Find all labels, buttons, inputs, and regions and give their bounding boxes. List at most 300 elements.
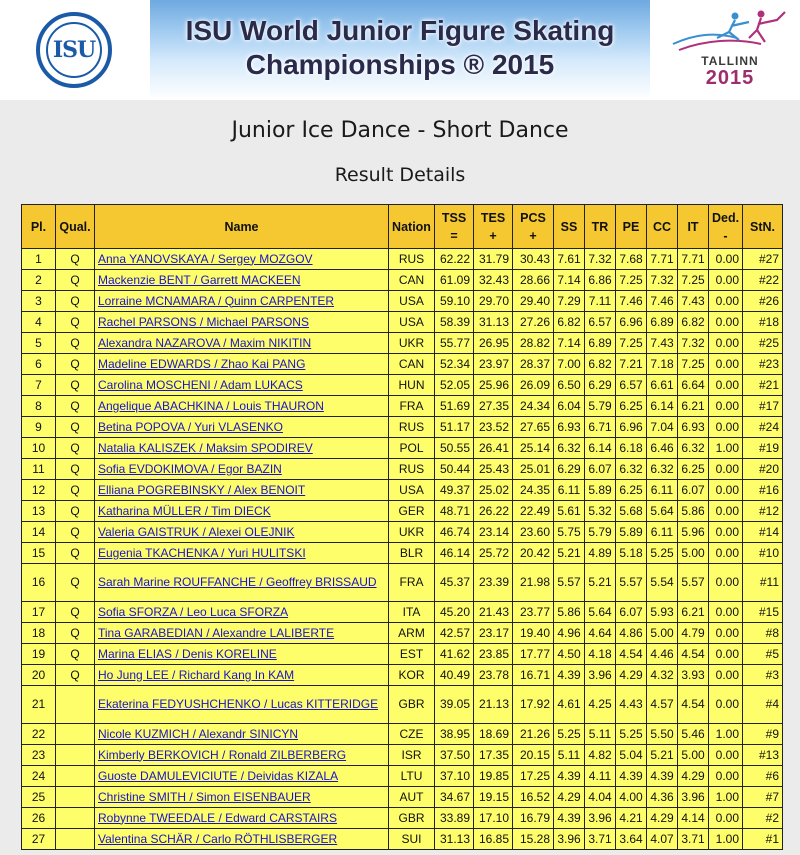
cell-pe: 4.54 — [616, 644, 647, 665]
skater-link[interactable]: Mackenzie BENT / Garrett MACKEEN — [98, 272, 301, 287]
cell-pe: 6.25 — [616, 396, 647, 417]
column-header-label: IT — [687, 219, 699, 234]
cell-qual: Q — [56, 375, 95, 396]
cell-name — [95, 375, 389, 396]
skater-link[interactable]: Robynne TWEEDALE / Edward CARSTAIRS — [98, 810, 337, 825]
table-row — [22, 686, 783, 724]
cell-cc: 7.04 — [647, 417, 678, 438]
cell-pe: 7.25 — [616, 270, 647, 291]
cell-it: 6.82 — [678, 312, 709, 333]
table-row — [22, 270, 783, 291]
cell-name — [95, 724, 389, 745]
cell-qual: Q — [56, 459, 95, 480]
cell-stn: #15 — [743, 602, 783, 623]
cell-tes: 23.97 — [474, 354, 513, 375]
cell-tes: 23.17 — [474, 623, 513, 644]
cell-name — [95, 543, 389, 564]
cell-name — [95, 522, 389, 543]
cell-ded: 0.00 — [709, 745, 743, 766]
skater-link[interactable]: Eugenia TKACHENKA / Yuri HULITSKI — [98, 545, 306, 560]
column-header-ded — [709, 205, 743, 249]
cell-pe: 4.00 — [616, 787, 647, 808]
cell-tss: 58.39 — [435, 312, 474, 333]
cell-pl: 19 — [22, 644, 56, 665]
cell-stn: #13 — [743, 745, 783, 766]
cell-pe: 4.86 — [616, 623, 647, 644]
cell-stn: #4 — [743, 686, 783, 724]
table-row — [22, 522, 783, 543]
skater-link[interactable]: Anna YANOVSKAYA / Sergey MOZGOV — [98, 251, 313, 266]
skater-link[interactable]: Katharina MÜLLER / Tim DIECK — [98, 503, 271, 518]
cell-pe: 6.18 — [616, 438, 647, 459]
cell-tss: 59.10 — [435, 291, 474, 312]
cell-cc: 5.54 — [647, 564, 678, 602]
cell-tss: 39.05 — [435, 686, 474, 724]
cell-qual: Q — [56, 522, 95, 543]
cell-tes: 23.14 — [474, 522, 513, 543]
cell-ded: 0.00 — [709, 459, 743, 480]
cell-nation: AUT — [389, 787, 435, 808]
cell-tes: 26.22 — [474, 501, 513, 522]
cell-cc: 7.32 — [647, 270, 678, 291]
cell-pcs: 25.14 — [513, 438, 554, 459]
column-header-symbol: + — [529, 228, 537, 243]
cell-pcs: 22.49 — [513, 501, 554, 522]
table-body — [22, 249, 783, 850]
cell-ss: 5.25 — [554, 724, 585, 745]
cell-nation: GER — [389, 501, 435, 522]
cell-tr: 4.89 — [585, 543, 616, 564]
cell-qual: Q — [56, 291, 95, 312]
cell-nation: ISR — [389, 745, 435, 766]
cell-tss: 42.57 — [435, 623, 474, 644]
cell-pl: 17 — [22, 602, 56, 623]
cell-qual: Q — [56, 543, 95, 564]
cell-tss: 46.74 — [435, 522, 474, 543]
skater-link[interactable]: Sarah Marine ROUFFANCHE / Geoffrey BRISSAUD — [98, 575, 377, 589]
table-row — [22, 459, 783, 480]
cell-ded: 0.00 — [709, 417, 743, 438]
cell-tr: 6.57 — [585, 312, 616, 333]
cell-ded: 0.00 — [709, 375, 743, 396]
cell-pcs: 19.40 — [513, 623, 554, 644]
cell-name — [95, 501, 389, 522]
cell-pl: 1 — [22, 249, 56, 270]
cell-pcs: 20.15 — [513, 745, 554, 766]
cell-nation: RUS — [389, 249, 435, 270]
cell-cc: 5.93 — [647, 602, 678, 623]
cell-it: 7.32 — [678, 333, 709, 354]
cell-nation: CZE — [389, 724, 435, 745]
cell-cc: 7.46 — [647, 291, 678, 312]
skater-link[interactable]: Marina ELIAS / Denis KORELINE — [98, 646, 277, 661]
cell-pe: 4.29 — [616, 665, 647, 686]
skater-link[interactable]: Christine SMITH / Simon EISENBAUER — [98, 789, 311, 804]
cell-ss: 5.11 — [554, 745, 585, 766]
cell-pl: 16 — [22, 564, 56, 602]
cell-cc: 5.50 — [647, 724, 678, 745]
cell-stn: #7 — [743, 787, 783, 808]
header-banner — [0, 0, 800, 100]
cell-nation: UKR — [389, 522, 435, 543]
cell-nation: LTU — [389, 766, 435, 787]
cell-it: 7.71 — [678, 249, 709, 270]
cell-ded: 0.00 — [709, 766, 743, 787]
cell-tss: 37.10 — [435, 766, 474, 787]
cell-tss: 49.37 — [435, 480, 474, 501]
table-row — [22, 312, 783, 333]
cell-it: 5.86 — [678, 501, 709, 522]
cell-stn: #19 — [743, 438, 783, 459]
cell-qual: Q — [56, 480, 95, 501]
cell-nation: HUN — [389, 375, 435, 396]
cell-stn: #17 — [743, 396, 783, 417]
cell-cc: 6.61 — [647, 375, 678, 396]
cell-pcs: 27.26 — [513, 312, 554, 333]
cell-tr: 5.64 — [585, 602, 616, 623]
cell-ded: 0.00 — [709, 480, 743, 501]
cell-tes: 25.72 — [474, 543, 513, 564]
cell-ded: 0.00 — [709, 333, 743, 354]
cell-pe: 4.43 — [616, 686, 647, 724]
table-row — [22, 564, 783, 602]
cell-pcs: 20.42 — [513, 543, 554, 564]
cell-tss: 52.34 — [435, 354, 474, 375]
cell-tr: 5.32 — [585, 501, 616, 522]
cell-pe: 7.68 — [616, 249, 647, 270]
skater-link[interactable]: Sofia SFORZA / Leo Luca SFORZA — [98, 604, 289, 619]
cell-pl: 5 — [22, 333, 56, 354]
column-header-label: TES — [480, 210, 506, 225]
cell-pe: 7.25 — [616, 333, 647, 354]
cell-pl: 15 — [22, 543, 56, 564]
cell-cc: 7.43 — [647, 333, 678, 354]
cell-ss: 3.96 — [554, 829, 585, 850]
cell-it: 3.93 — [678, 665, 709, 686]
results-table — [21, 204, 783, 850]
cell-ss: 6.04 — [554, 396, 585, 417]
column-header-label: Nation — [392, 219, 431, 234]
cell-it: 5.57 — [678, 564, 709, 602]
banner-title — [150, 14, 650, 82]
cell-tss: 50.55 — [435, 438, 474, 459]
cell-nation: UKR — [389, 333, 435, 354]
cell-nation: USA — [389, 291, 435, 312]
column-header-symbol: = — [450, 228, 458, 243]
cell-stn: #16 — [743, 480, 783, 501]
table-row — [22, 543, 783, 564]
cell-ded: 1.00 — [709, 724, 743, 745]
cell-ded: 0.00 — [709, 543, 743, 564]
cell-tss: 45.20 — [435, 602, 474, 623]
cell-ded: 0.00 — [709, 602, 743, 623]
cell-cc: 4.32 — [647, 665, 678, 686]
cell-qual — [56, 745, 95, 766]
skater-link[interactable]: Natalia KALISZEK / Maksim SPODIREV — [98, 440, 313, 455]
cell-name — [95, 766, 389, 787]
cell-pe: 6.25 — [616, 480, 647, 501]
cell-tr: 7.11 — [585, 291, 616, 312]
cell-tr: 5.89 — [585, 480, 616, 501]
cell-cc: 4.29 — [647, 808, 678, 829]
cell-it: 5.00 — [678, 543, 709, 564]
cell-it: 6.25 — [678, 459, 709, 480]
cell-tss: 50.44 — [435, 459, 474, 480]
cell-pl: 20 — [22, 665, 56, 686]
cell-name — [95, 623, 389, 644]
cell-tr: 6.89 — [585, 333, 616, 354]
cell-stn: #22 — [743, 270, 783, 291]
cell-it: 4.29 — [678, 766, 709, 787]
cell-tss: 37.50 — [435, 745, 474, 766]
cell-ded: 0.00 — [709, 644, 743, 665]
cell-nation: POL — [389, 438, 435, 459]
cell-qual: Q — [56, 417, 95, 438]
cell-qual — [56, 724, 95, 745]
skater-link[interactable]: Sofia EVDOKIMOVA / Egor BAZIN — [98, 461, 282, 476]
cell-name — [95, 417, 389, 438]
cell-stn: #3 — [743, 665, 783, 686]
skater-link[interactable]: Valeria GAISTRUK / Alexei OLEJNIK — [98, 524, 295, 539]
column-header-qual — [56, 205, 95, 249]
cell-tss: 40.49 — [435, 665, 474, 686]
cell-stn: #21 — [743, 375, 783, 396]
skater-link[interactable]: Madeline EDWARDS / Zhao Kai PANG — [98, 356, 306, 371]
cell-cc: 4.36 — [647, 787, 678, 808]
cell-tr: 4.25 — [585, 686, 616, 724]
cell-name — [95, 686, 389, 724]
cell-pl: 26 — [22, 808, 56, 829]
cell-tes: 18.69 — [474, 724, 513, 745]
cell-qual: Q — [56, 665, 95, 686]
cell-pcs: 26.09 — [513, 375, 554, 396]
table-row — [22, 396, 783, 417]
cell-it: 6.93 — [678, 417, 709, 438]
cell-qual: Q — [56, 249, 95, 270]
cell-ded: 0.00 — [709, 808, 743, 829]
cell-qual — [56, 766, 95, 787]
table-row — [22, 249, 783, 270]
cell-tr: 6.71 — [585, 417, 616, 438]
cell-stn: #5 — [743, 644, 783, 665]
table-row — [22, 438, 783, 459]
cell-pcs: 15.28 — [513, 829, 554, 850]
cell-pcs: 24.35 — [513, 480, 554, 501]
cell-nation: ITA — [389, 602, 435, 623]
cell-cc: 4.57 — [647, 686, 678, 724]
cell-pcs: 28.66 — [513, 270, 554, 291]
cell-ded: 0.00 — [709, 291, 743, 312]
cell-tr: 6.14 — [585, 438, 616, 459]
cell-qual — [56, 787, 95, 808]
cell-pcs: 17.77 — [513, 644, 554, 665]
isu-logo — [36, 12, 112, 88]
cell-ded: 0.00 — [709, 665, 743, 686]
column-header-label: SS — [560, 219, 578, 234]
column-header-label: StN. — [750, 219, 775, 234]
cell-cc: 6.11 — [647, 480, 678, 501]
cell-qual: Q — [56, 623, 95, 644]
column-header-tes — [474, 205, 513, 249]
cell-it: 7.25 — [678, 270, 709, 291]
cell-pe: 6.07 — [616, 602, 647, 623]
table-row — [22, 808, 783, 829]
skater-link[interactable]: Ekaterina FEDYUSHCHENKO / Lucas KITTERIDGE — [98, 697, 379, 711]
cell-pl: 13 — [22, 501, 56, 522]
cell-qual: Q — [56, 602, 95, 623]
cell-ded: 0.00 — [709, 249, 743, 270]
cell-ss: 4.96 — [554, 623, 585, 644]
cell-ded: 1.00 — [709, 438, 743, 459]
cell-tr: 5.79 — [585, 396, 616, 417]
cell-tes: 26.95 — [474, 333, 513, 354]
cell-stn: #9 — [743, 724, 783, 745]
table-row — [22, 291, 783, 312]
cell-tes: 32.43 — [474, 270, 513, 291]
cell-tes: 16.85 — [474, 829, 513, 850]
cell-pl: 7 — [22, 375, 56, 396]
cell-pe: 6.96 — [616, 312, 647, 333]
cell-ded: 0.00 — [709, 501, 743, 522]
skater-link[interactable]: Lorraine MCNAMARA / Quinn CARPENTER — [98, 293, 335, 308]
cell-name — [95, 564, 389, 602]
cell-qual: Q — [56, 354, 95, 375]
cell-ss: 6.29 — [554, 459, 585, 480]
cell-it: 7.25 — [678, 354, 709, 375]
cell-pcs: 28.82 — [513, 333, 554, 354]
cell-tss: 34.67 — [435, 787, 474, 808]
cell-nation: RUS — [389, 417, 435, 438]
cell-qual: Q — [56, 333, 95, 354]
cell-tss: 48.71 — [435, 501, 474, 522]
skater-link[interactable]: Guoste DAMULEVICIUTE / Deividas KIZALA — [98, 768, 339, 783]
cell-name — [95, 808, 389, 829]
cell-pl: 23 — [22, 745, 56, 766]
column-header-name — [95, 205, 389, 249]
column-header-label: PCS — [520, 210, 546, 225]
banner-title-line2: Championships ® 2015 — [245, 49, 555, 80]
column-header-tr — [585, 205, 616, 249]
cell-name — [95, 396, 389, 417]
skater-link[interactable]: Kimberly BERKOVICH / Ronald ZILBERBERG — [98, 747, 347, 762]
cell-it: 3.71 — [678, 829, 709, 850]
cell-name — [95, 787, 389, 808]
cell-nation: USA — [389, 312, 435, 333]
column-header-pe — [616, 205, 647, 249]
cell-qual: Q — [56, 438, 95, 459]
cell-ded: 0.00 — [709, 270, 743, 291]
column-header-symbol: - — [723, 228, 728, 243]
cell-ss: 7.00 — [554, 354, 585, 375]
cell-cc: 6.14 — [647, 396, 678, 417]
cell-it: 4.14 — [678, 808, 709, 829]
cell-pcs: 17.92 — [513, 686, 554, 724]
cell-stn: #26 — [743, 291, 783, 312]
cell-nation: BLR — [389, 543, 435, 564]
cell-cc: 4.46 — [647, 644, 678, 665]
cell-pe: 6.57 — [616, 375, 647, 396]
skater-link[interactable]: Nicole KUZMICH / Alexandr SINICYN — [98, 726, 299, 741]
column-header-label: PE — [622, 219, 640, 234]
cell-qual: Q — [56, 501, 95, 522]
cell-tr: 6.86 — [585, 270, 616, 291]
cell-tes: 25.02 — [474, 480, 513, 501]
cell-tr: 6.29 — [585, 375, 616, 396]
cell-tr: 4.11 — [585, 766, 616, 787]
cell-stn: #25 — [743, 333, 783, 354]
cell-nation: ARM — [389, 623, 435, 644]
cell-pl: 3 — [22, 291, 56, 312]
cell-ded: 0.00 — [709, 623, 743, 644]
cell-stn: #14 — [743, 522, 783, 543]
cell-nation: FRA — [389, 396, 435, 417]
cell-qual — [56, 829, 95, 850]
cell-pe: 7.46 — [616, 291, 647, 312]
cell-ss: 5.61 — [554, 501, 585, 522]
cell-name — [95, 291, 389, 312]
skater-link[interactable]: Alexandra NAZAROVA / Maxim NIKITIN — [98, 335, 312, 350]
cell-tss: 38.95 — [435, 724, 474, 745]
event-year: 2015 — [705, 67, 755, 89]
cell-pcs: 23.60 — [513, 522, 554, 543]
cell-stn: #24 — [743, 417, 783, 438]
cell-ss: 5.75 — [554, 522, 585, 543]
cell-name — [95, 480, 389, 501]
cell-cc: 4.07 — [647, 829, 678, 850]
cell-pcs: 16.71 — [513, 665, 554, 686]
isu-logo-text: ISU — [46, 22, 102, 78]
cell-ded: 1.00 — [709, 787, 743, 808]
cell-cc: 5.64 — [647, 501, 678, 522]
cell-name — [95, 644, 389, 665]
column-header-stn — [743, 205, 783, 249]
cell-ss: 5.86 — [554, 602, 585, 623]
cell-tr: 3.71 — [585, 829, 616, 850]
cell-pcs: 28.37 — [513, 354, 554, 375]
skater-link[interactable]: Carolina MOSCHENI / Adam LUKACS — [98, 377, 303, 392]
banner-title-line1: ISU World Junior Figure Skating — [185, 15, 615, 46]
table-row — [22, 480, 783, 501]
cell-pe: 5.57 — [616, 564, 647, 602]
cell-stn: #20 — [743, 459, 783, 480]
cell-name — [95, 438, 389, 459]
cell-stn: #10 — [743, 543, 783, 564]
skater-link[interactable]: Ho Jung LEE / Richard Kang In KAM — [98, 667, 295, 682]
skater-link[interactable]: Valentina SCHÄR / Carlo RÖTHLISBERGER — [98, 831, 338, 846]
cell-nation: USA — [389, 480, 435, 501]
skater-link[interactable]: Elliana POGREBINSKY / Alex BENOIT — [98, 482, 306, 497]
cell-it: 6.32 — [678, 438, 709, 459]
cell-ss: 6.11 — [554, 480, 585, 501]
skater-link[interactable]: Betina POPOVA / Yuri VLASENKO — [98, 419, 283, 434]
cell-cc: 5.00 — [647, 623, 678, 644]
cell-tr: 4.18 — [585, 644, 616, 665]
cell-tes: 19.15 — [474, 787, 513, 808]
column-header-it — [678, 205, 709, 249]
skater-link[interactable]: Tina GARABEDIAN / Alexandre LALIBERTE — [98, 625, 335, 640]
cell-tes: 23.39 — [474, 564, 513, 602]
cell-tes: 23.52 — [474, 417, 513, 438]
page-title: Junior Ice Dance - Short Dance — [231, 118, 569, 143]
cell-ded: 0.00 — [709, 522, 743, 543]
cell-name — [95, 459, 389, 480]
cell-pcs: 30.43 — [513, 249, 554, 270]
skater-link[interactable]: Rachel PARSONS / Michael PARSONS — [98, 314, 309, 329]
skater-link[interactable]: Angelique ABACHKINA / Louis THAURON — [98, 398, 324, 413]
cell-pl: 24 — [22, 766, 56, 787]
cell-pl: 18 — [22, 623, 56, 644]
cell-it: 6.07 — [678, 480, 709, 501]
